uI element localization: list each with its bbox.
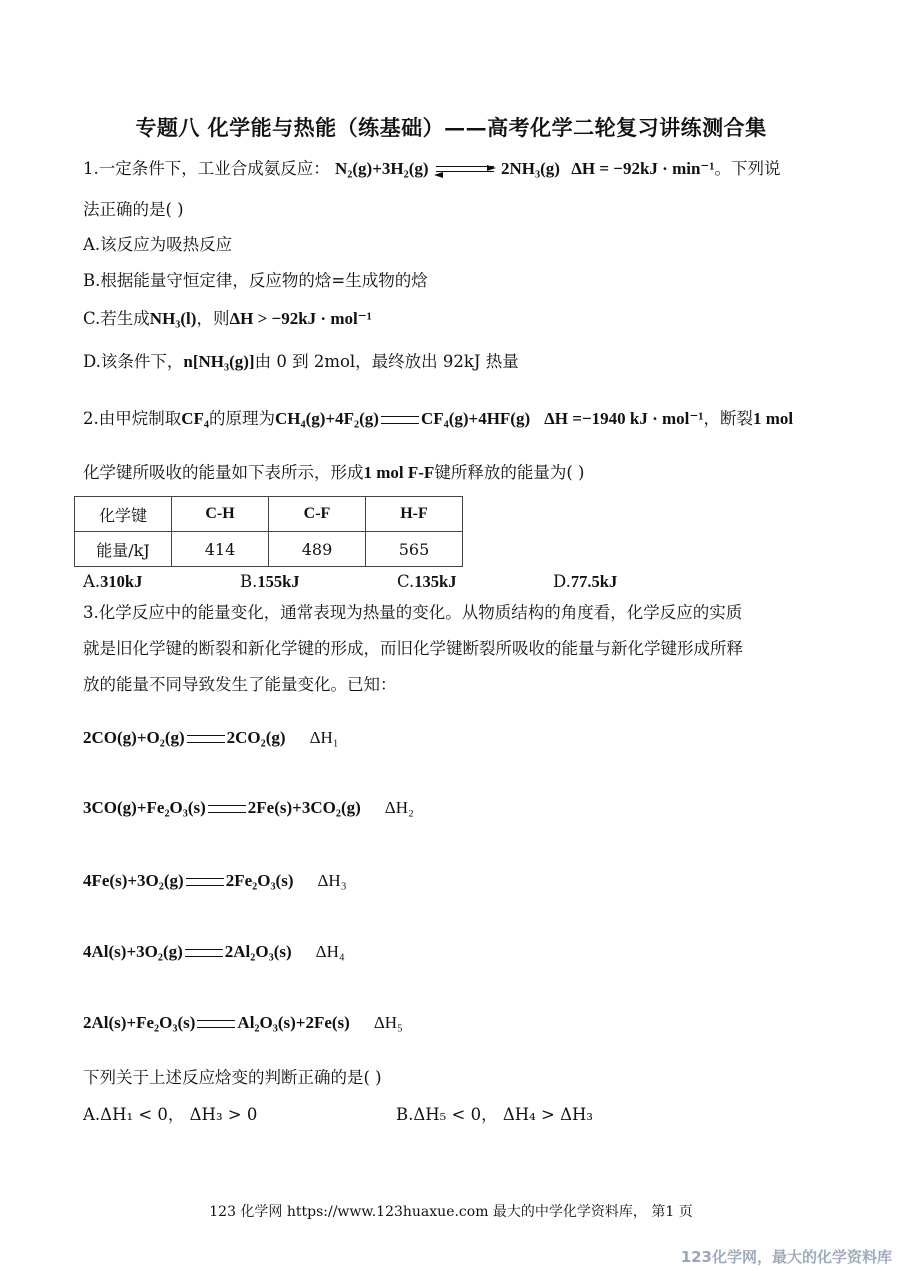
equation-left: 4Al(s)+3O₂(g) bbox=[83, 942, 183, 961]
q1-stem-line2: 法正确的是( ) bbox=[83, 200, 184, 219]
q2-middle: 的原理为 bbox=[209, 409, 276, 428]
equation-right: Al₂O₃(s)+2Fe(s) bbox=[237, 1013, 350, 1032]
q1-prefix: 1.一定条件下，工业合成氨反应： bbox=[83, 159, 330, 178]
bond-energy-table bbox=[74, 496, 463, 567]
table-row bbox=[75, 497, 463, 532]
option-value: 135kJ bbox=[414, 572, 457, 591]
option-value: 155kJ bbox=[257, 572, 300, 591]
q1-suffix: 。下列说 bbox=[714, 159, 781, 178]
q1-option-c-label: C.若生成 bbox=[83, 309, 150, 328]
equals-sign-icon bbox=[186, 878, 224, 886]
table-cell: 414 bbox=[172, 532, 269, 567]
q3-equation-3 bbox=[83, 870, 347, 892]
q3-equation-1 bbox=[83, 727, 339, 749]
equals-sign-icon bbox=[381, 416, 419, 424]
table-header-cell: C-F bbox=[269, 497, 366, 532]
q3-equation-2 bbox=[83, 797, 414, 819]
equation-delta-h: ΔH₁ bbox=[309, 728, 339, 747]
q2-line2-tail: 键所释放的能量为( ) bbox=[434, 463, 585, 482]
q2-option-c[interactable] bbox=[397, 572, 456, 592]
q2-option-a[interactable] bbox=[83, 572, 142, 592]
watermark: 123化学网，最大的化学资料库 bbox=[680, 1248, 892, 1266]
equals-sign-icon bbox=[197, 1020, 235, 1028]
equation-left: 3CO(g)+Fe₂O₃(s) bbox=[83, 798, 206, 817]
q1-option-c[interactable] bbox=[83, 308, 372, 330]
q3-option-b[interactable]: B.ΔH₅ < 0， ΔH₄ > ΔH₃ bbox=[396, 1105, 594, 1124]
table-cell: 565 bbox=[366, 532, 463, 567]
q1-option-d-label: D.该条件下， bbox=[83, 352, 184, 371]
option-letter: D. bbox=[553, 572, 571, 591]
page-footer: 123 化学网 https://www.123huaxue.com 最大的中学化学资料库， 第1 页 bbox=[209, 1204, 693, 1220]
equation-left: 2Al(s)+Fe₂O₃(s) bbox=[83, 1013, 196, 1032]
equation-delta-h: ΔH₅ bbox=[373, 1013, 403, 1032]
q2-suffix-bold: 1 mol bbox=[752, 409, 794, 428]
equals-sign-icon bbox=[185, 949, 223, 957]
q3-option-a[interactable]: A.ΔH₁ < 0， ΔH₃ > 0 bbox=[83, 1105, 258, 1124]
q2-prefix: 2.由甲烷制取 bbox=[83, 409, 182, 428]
q2-option-d[interactable] bbox=[553, 572, 617, 592]
equation-right: 2Fe(s)+3CO₂(g) bbox=[247, 798, 361, 817]
q2-reaction-left: CH₄(g)+4F₂(g) bbox=[275, 409, 379, 428]
equation-delta-h: ΔH₃ bbox=[317, 871, 347, 890]
q1-delta-h: ΔH = −92kJ · min⁻¹ bbox=[571, 159, 715, 178]
q3-equation-4 bbox=[83, 941, 345, 963]
equals-sign-icon bbox=[187, 735, 225, 743]
q1-option-d-math: n[NH₃(g)] bbox=[183, 352, 255, 371]
q2-reaction-right: CF₄(g)+4HF(g) bbox=[420, 409, 531, 428]
reversible-arrow-icon bbox=[434, 163, 496, 177]
q1-option-b[interactable]: B.根据能量守恒定律，反应物的焓=生成物的焓 bbox=[83, 271, 428, 290]
option-value: 77.5kJ bbox=[570, 572, 618, 591]
table-cell: 能量/kJ bbox=[75, 532, 172, 567]
equation-right: 2CO₂(g) bbox=[226, 728, 286, 747]
page-title: 专题八 化学能与热能（练基础）——高考化学二轮复习讲练测合集 bbox=[135, 115, 767, 140]
q1-option-d-text: 由 0 到 2mol，最终放出 92kJ 热量 bbox=[254, 352, 519, 371]
equation-right: 2Al₂O₃(s) bbox=[224, 942, 292, 961]
q2-stem bbox=[83, 408, 793, 430]
q2-line2-text: 化学键所吸收的能量如下表所示，形成 bbox=[83, 463, 364, 482]
q2-suffix: ，断裂 bbox=[703, 409, 753, 428]
q1-stem bbox=[83, 158, 781, 180]
option-letter: C. bbox=[397, 572, 415, 591]
q1-option-c-formula: NH₃(l) bbox=[149, 309, 197, 328]
q1-reaction-right: 2NH₃(g) bbox=[501, 159, 560, 178]
q1-option-d[interactable] bbox=[83, 351, 519, 373]
option-letter: A. bbox=[83, 572, 101, 591]
q3-equation-5 bbox=[83, 1012, 403, 1034]
q1-option-c-text: ，则 bbox=[196, 309, 230, 328]
q3-stem-line1: 3.化学反应中的能量变化，通常表现为热量的变化。从物质结构的角度看，化学反应的实质 bbox=[83, 603, 743, 622]
q3-stem-line2: 就是旧化学键的断裂和新化学键的形成，而旧化学键断裂所吸收的能量与新化学键形成所释 bbox=[83, 639, 743, 658]
table-row bbox=[75, 532, 463, 567]
option-letter: B. bbox=[240, 572, 258, 591]
table-cell: 489 bbox=[269, 532, 366, 567]
q1-option-a[interactable]: A.该反应为吸热反应 bbox=[83, 235, 233, 254]
q3-question: 下列关于上述反应焓变的判断正确的是( ) bbox=[83, 1068, 382, 1087]
equation-delta-h: ΔH₂ bbox=[384, 798, 414, 817]
equation-right: 2Fe₂O₃(s) bbox=[225, 871, 294, 890]
q1-reaction-left: N₂(g)+3H₂(g) bbox=[335, 159, 429, 178]
q2-option-b[interactable] bbox=[240, 572, 300, 592]
equation-delta-h: ΔH₄ bbox=[315, 942, 345, 961]
equation-left: 2CO(g)+O₂(g) bbox=[83, 728, 185, 747]
table-header-cell: H-F bbox=[366, 497, 463, 532]
q2-line2-bold: 1 mol F-F bbox=[363, 463, 435, 482]
q2-delta-h: ΔH =−1940 kJ · mol⁻¹ bbox=[544, 409, 704, 428]
table-header-cell: C-H bbox=[172, 497, 269, 532]
table-header-cell: 化学键 bbox=[75, 497, 172, 532]
equation-left: 4Fe(s)+3O₂(g) bbox=[83, 871, 184, 890]
q1-option-c-math: ΔH > −92kJ · mol⁻¹ bbox=[229, 309, 372, 328]
equals-sign-icon bbox=[208, 805, 246, 813]
q2-stem-line2 bbox=[83, 462, 584, 484]
option-value: 310kJ bbox=[100, 572, 143, 591]
q2-cf4: CF₄ bbox=[181, 409, 210, 428]
q3-stem-line3: 放的能量不同导致发生了能量变化。已知： bbox=[83, 675, 397, 694]
